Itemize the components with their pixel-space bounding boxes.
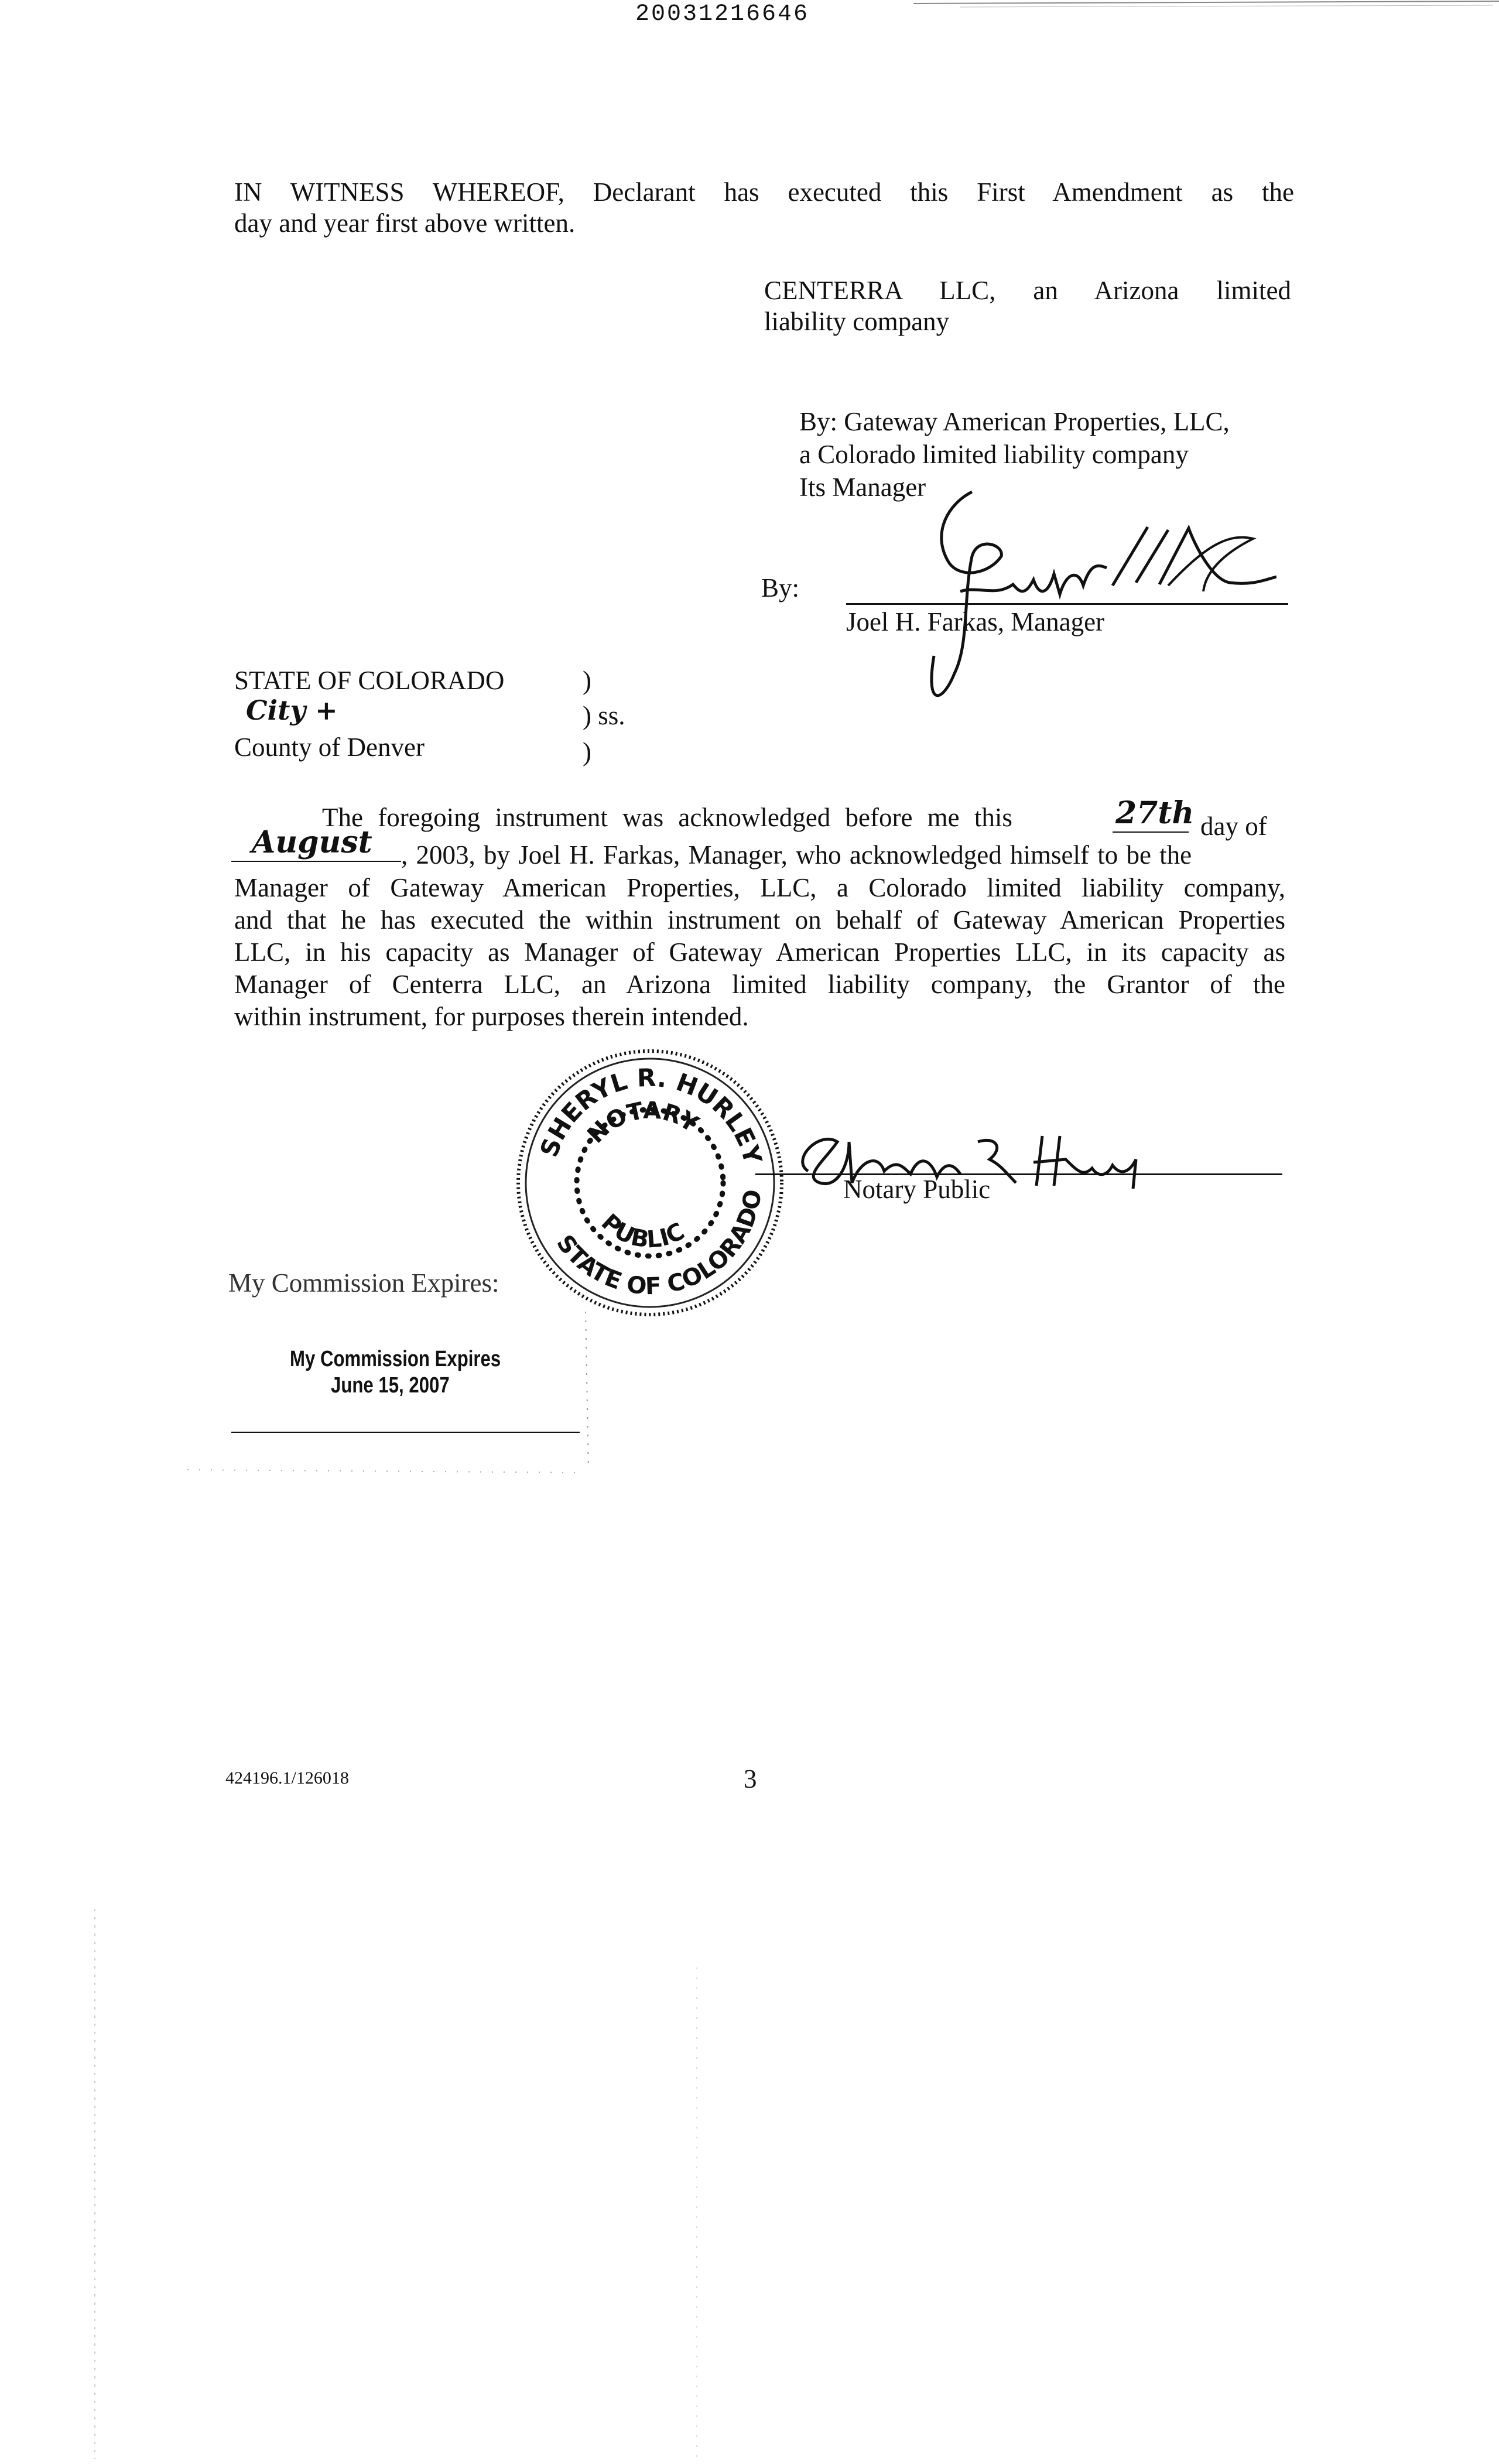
ack-line-2: , 2003, by Joel H. Farkas, Manager, who acknowledged himself to be the: [401, 840, 1192, 870]
ack-day-blank: [1113, 831, 1189, 833]
venue-state-paren: ): [583, 666, 591, 695]
svg-text:PUBLIC: PUBLIC: [596, 1209, 689, 1254]
ack-line-1-end: day of: [1200, 812, 1267, 841]
ack-handwritten-month: August: [252, 824, 372, 860]
signer-caption: Joel H. Farkas, Manager: [846, 607, 1105, 636]
venue-handwritten-insert: City +: [246, 694, 338, 726]
svg-text:NOTARY: NOTARY: [582, 1097, 703, 1149]
svg-text:SHERYL R. HURLEY: SHERYL R. HURLEY: [534, 1063, 768, 1168]
ack-line-3: Manager of Gateway American Properties, LLC, a Colorado limited liability company,: [234, 873, 1285, 902]
ack-line-1-start: The foregoing instrument was acknowledged before me this: [322, 803, 1012, 832]
venue-state: STATE OF COLORADO: [234, 666, 505, 695]
venue-county: County of Denver: [234, 733, 425, 762]
commission-stamp-line-1: My Commission Expires: [290, 1347, 501, 1371]
document-number: 20031216646: [635, 1, 810, 28]
ack-line-7: within instrument, for purposes therein intended.: [234, 1002, 749, 1031]
venue-county-paren: ): [583, 737, 591, 766]
grantor-entity-line-2: liability company: [764, 307, 950, 336]
commission-expires-label: My Commission Expires:: [228, 1268, 499, 1298]
manager-block-line-1: By: Gateway American Properties, LLC,: [799, 407, 1230, 436]
ack-line-4: and that he has executed the within instrument on behalf of Gateway American Properties: [234, 905, 1285, 935]
ack-handwritten-day: 27th: [1115, 795, 1195, 831]
witness-clause-line-2: day and year first above written.: [234, 208, 576, 238]
notary-seal-image: [504, 1036, 796, 1329]
footer-doc-reference: 424196.1/126018: [225, 1768, 349, 1788]
manager-block-line-2: a Colorado limited liability company: [799, 440, 1189, 469]
by-label: By:: [761, 573, 800, 603]
witness-clause-line-1: IN WITNESS WHEREOF, Declarant has executed this First Amendment as the: [234, 177, 1294, 207]
manager-block-line-3: Its Manager: [799, 473, 926, 502]
svg-text:STATE OF COLORADO: STATE OF COLORADO: [551, 1187, 768, 1301]
notary-caption: Notary Public: [843, 1175, 991, 1204]
notary-signature-line: [755, 1173, 1282, 1175]
grantor-entity-line-1: CENTERRA LLC, an Arizona limited: [764, 276, 1291, 305]
venue-ss: ) ss.: [583, 701, 625, 730]
ack-line-5: LLC, in his capacity as Manager of Gateway American Properties LLC, in its capacity as: [234, 937, 1285, 967]
ack-month-blank: [231, 861, 401, 862]
ack-line-6: Manager of Centerra LLC, an Arizona limited liability company, the Grantor of the: [234, 970, 1285, 999]
commission-stamp-line-2: June 15, 2007: [331, 1373, 450, 1398]
commission-stamp-border: [176, 1306, 597, 1481]
manager-signature-image: [902, 480, 1276, 726]
page-number: 3: [744, 1764, 757, 1794]
